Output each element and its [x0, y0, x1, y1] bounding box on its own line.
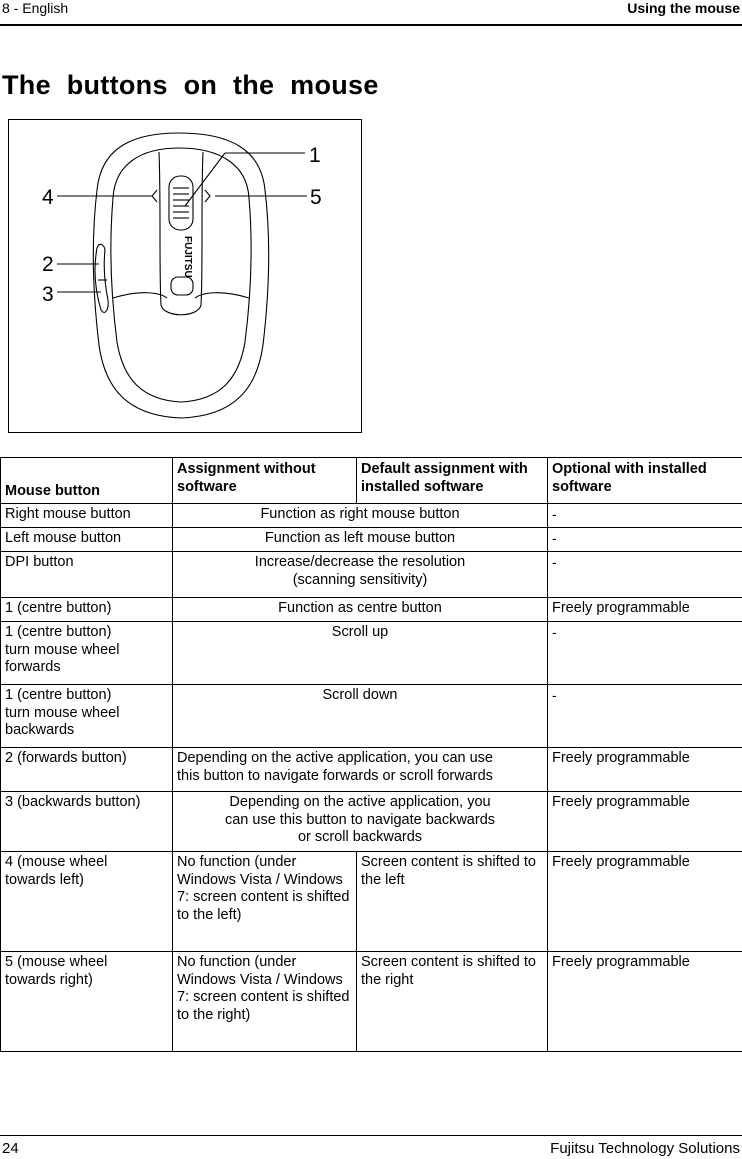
cell-optional: Freely programmable — [548, 952, 742, 1052]
brand-logo: FUJITSU — [182, 236, 193, 278]
table-row — [1, 504, 742, 528]
cell-line: can use this button to navigate backwards — [224, 811, 496, 828]
side-buttons — [95, 244, 108, 312]
cell-line: turn mouse wheel — [5, 641, 120, 658]
cell-merged — [173, 552, 548, 598]
cell-optional: Freely programmable — [548, 598, 742, 622]
callout-4: 4 — [42, 186, 54, 209]
cell-button — [1, 685, 173, 748]
callout-3: 3 — [42, 283, 54, 306]
cell-line: (scanning sensitivity) — [292, 571, 428, 588]
table-header-row — [1, 458, 742, 504]
callout-5: 5 — [310, 186, 322, 209]
header-chapter-title: Using the mouse — [627, 0, 740, 16]
table-row — [1, 552, 742, 598]
cell-optional: Freely programmable — [548, 852, 742, 952]
callout-1: 1 — [309, 144, 321, 167]
header-section-label: 8 - English — [2, 0, 69, 16]
cell-line: this button to navigate forwards or scroll forwards — [177, 767, 493, 784]
cell-line: Depending on the active application, you can use — [177, 750, 493, 766]
table-row — [1, 598, 742, 622]
col-header-optional-installed: Optional with installed software — [548, 458, 742, 504]
table-row — [1, 685, 742, 748]
cell-line: Increase/decrease the resolution — [254, 554, 466, 570]
cell-line: towards left) — [5, 871, 84, 888]
cell-without-software: No function (under Windows Vista / Windows 7: screen content is shifted to the right) — [173, 952, 357, 1052]
table-row — [1, 792, 742, 852]
cell-button: Right mouse button — [1, 504, 173, 528]
cell-button — [1, 622, 173, 685]
cell-optional: - — [548, 504, 742, 528]
col-header-mouse-button: Mouse button — [1, 458, 173, 504]
header-rule — [0, 24, 742, 26]
table-row — [1, 748, 742, 792]
cell-optional: - — [548, 622, 742, 685]
cell-line: 4 (mouse wheel — [5, 854, 108, 870]
cell-optional: - — [548, 552, 742, 598]
cell-merged — [173, 748, 548, 792]
cell-default-installed: Screen content is shifted to the left — [357, 852, 548, 952]
cell-merged — [173, 792, 548, 852]
cell-button — [1, 852, 173, 952]
footer-company: Fujitsu Technology Solutions — [550, 1140, 740, 1157]
cell-button — [1, 952, 173, 1052]
tilt-left-chevron-icon — [152, 190, 157, 202]
cell-optional: Freely programmable — [548, 792, 742, 852]
callout-2: 2 — [42, 253, 54, 276]
cell-optional: Freely programmable — [548, 748, 742, 792]
scroll-wheel — [169, 176, 193, 230]
mouse-buttons-table — [0, 457, 742, 1052]
cell-button: 3 (backwards button) — [1, 792, 173, 852]
mouse-figure — [8, 119, 362, 433]
cell-without-software: No function (under Windows Vista / Windows 7: screen content is shifted to the left) — [173, 852, 357, 952]
page-title: The buttons on the mouse — [2, 70, 379, 100]
col-header-default-installed: Default assignment with installed software — [357, 458, 548, 504]
table-row — [1, 622, 742, 685]
cell-line: forwards — [5, 659, 61, 675]
cell-optional: - — [548, 528, 742, 552]
dpi-button-shape — [171, 277, 193, 295]
page-number: 24 — [2, 1140, 19, 1157]
col-header-without-software: Assignment without software — [173, 458, 357, 504]
table-row — [1, 952, 742, 1052]
cell-line: backwards — [5, 722, 75, 738]
cell-button: DPI button — [1, 552, 173, 598]
tilt-right-chevron-icon — [205, 190, 210, 202]
mouse-drawing — [9, 120, 362, 433]
footer-rule — [0, 1135, 742, 1136]
cell-optional: - — [548, 685, 742, 748]
cell-merged: Scroll up — [173, 622, 548, 685]
cell-line: 5 (mouse wheel — [5, 954, 108, 970]
table-row — [1, 528, 742, 552]
cell-merged: Function as centre button — [173, 598, 548, 622]
cell-button: 2 (forwards button) — [1, 748, 173, 792]
cell-line: 1 (centre button) — [5, 687, 112, 703]
cell-line: towards right) — [5, 971, 93, 988]
cell-merged: Function as right mouse button — [173, 504, 548, 528]
cell-default-installed: Screen content is shifted to the right — [357, 952, 548, 1052]
cell-line: 1 (centre button) — [5, 624, 112, 640]
cell-line: Depending on the active application, you — [229, 794, 491, 810]
cell-button: 1 (centre button) — [1, 598, 173, 622]
cell-merged: Scroll down — [173, 685, 548, 748]
cell-line: turn mouse wheel — [5, 704, 120, 721]
cell-button: Left mouse button — [1, 528, 173, 552]
table-row — [1, 852, 742, 952]
cell-merged: Function as left mouse button — [173, 528, 548, 552]
cell-line: or scroll backwards — [297, 829, 423, 845]
